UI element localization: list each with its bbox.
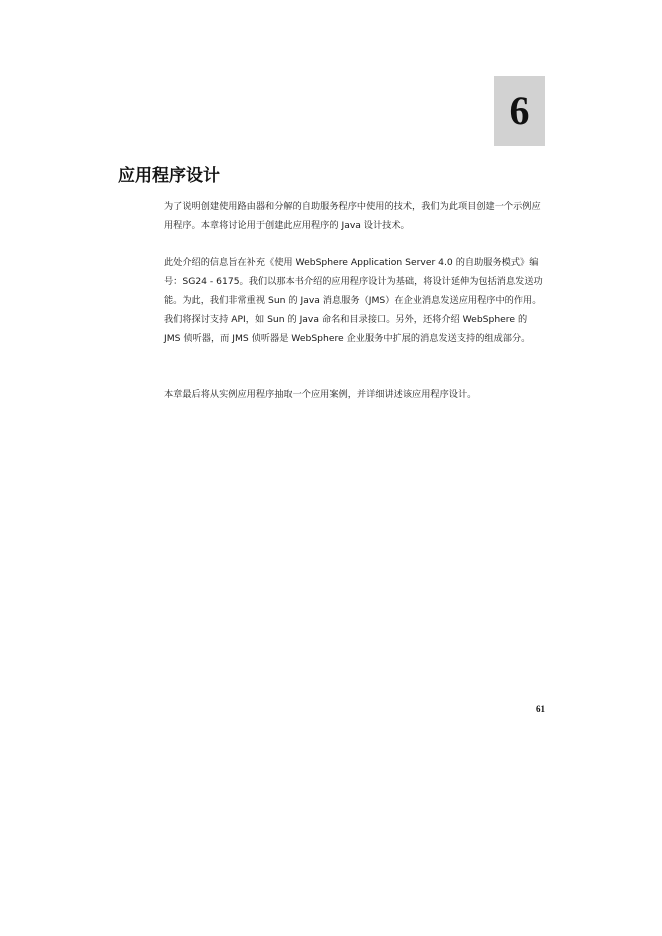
paragraph-intro	[164, 197, 546, 235]
chapter-title: 应用程序设计	[118, 166, 220, 186]
page-number: 61	[536, 704, 545, 714]
paragraph-text: 此处介绍的信息旨在补充《使用 WebSphere Application Server 4.0 的自助服务模式》编号：SG24 - 6175。我们以那本书介绍的应用程序设计为基础，将设计延伸为包括消息发送功能。为此，我们非常重视 Sun 的 Java 消息服务（JMS）在企业消息发送应用程序中的作用。我们将探讨支持 API，如 Sun 的 Java 命名和目录接口。另外，还将介绍 WebSphere 的 JMS 侦听器，而 JMS 侦听器是 WebSphere 企业服务中扩展的消息发送支持的组成部分。	[164, 257, 543, 344]
chapter-number-box	[494, 76, 545, 146]
paragraph-summary	[164, 385, 546, 404]
paragraph-background	[164, 253, 546, 348]
paragraph-text: 为了说明创建使用路由器和分解的自助服务程序中使用的技术，我们为此项目创建一个示例应用程序。本章将讨论用于创建此应用程序的 Java 设计技术。	[164, 201, 541, 231]
paragraph-text: 本章最后将从实例应用程序抽取一个应用案例，并详细讲述该应用程序设计。	[164, 389, 477, 400]
chapter-number: 6	[509, 88, 530, 133]
